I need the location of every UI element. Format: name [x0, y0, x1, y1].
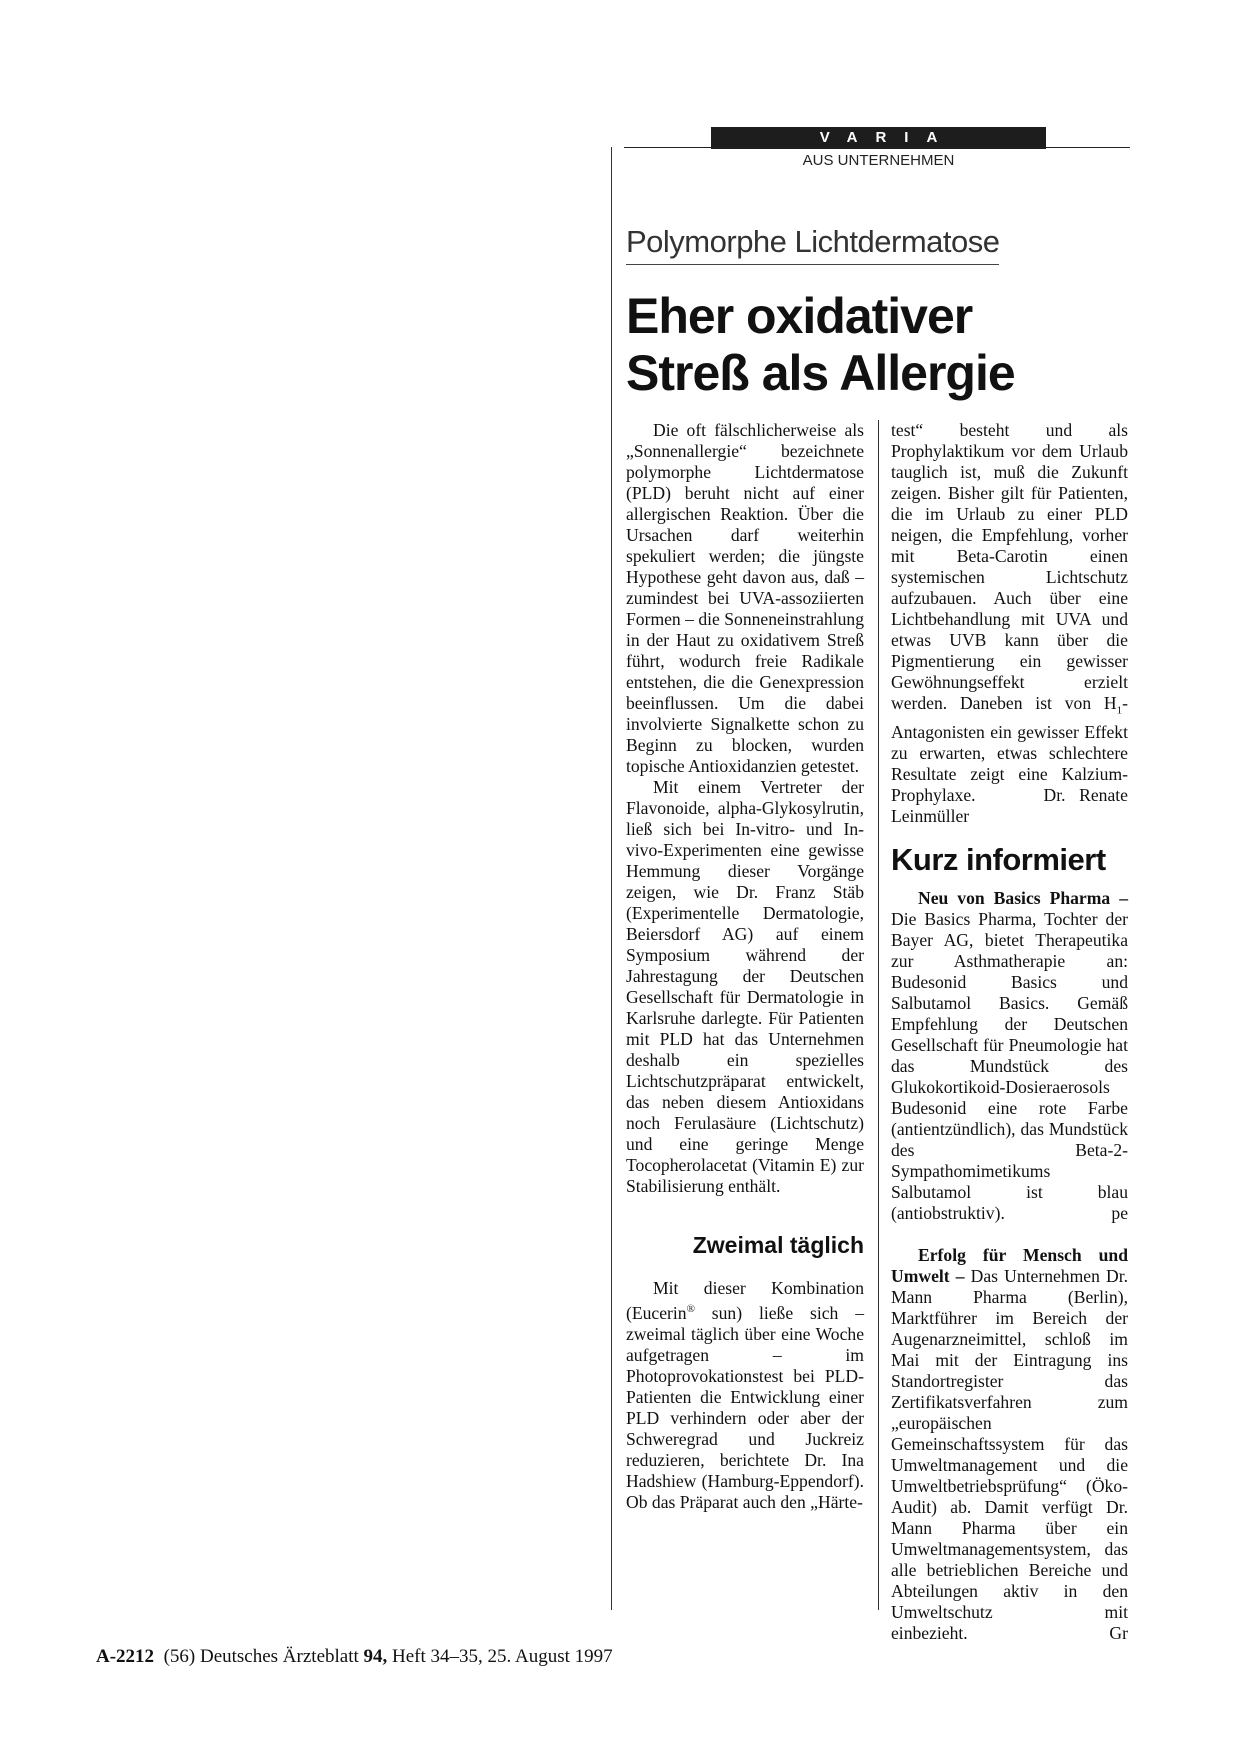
news-item-lead: Neu von Basics Pharma –: [918, 887, 1128, 908]
page-id: A-2212: [96, 1646, 155, 1667]
news-item: Neu von Basics Pharma – Die Basics Pharma, Tochter der Bayer AG, bietet Therapeutika zur Asthmatherapie an: Budesonid Basics und Salbutamol Basics. Gemäß Empfehlung der Deutschen Gesellschaft für Pneumologie hat das Mundstück des Glukokortikoid-Dosieraerosols Budesonid eine rote Farbe (antientzündlich), das Mundstück des Beta-2-Sympathomimetikums Salbutamol ist blau (antiobstruktiv). pe: [891, 887, 1128, 1223]
news-item-sign: Gr: [1109, 1622, 1128, 1643]
article-column-1: [626, 420, 864, 1513]
journal-issue: Heft 34–35, 25. August 1997: [392, 1646, 613, 1667]
header-rule: [624, 147, 1130, 148]
headline-line-1: Eher oxidativer: [626, 288, 973, 344]
article-topic: Polymorphe Lichtdermatose: [626, 224, 999, 265]
journal-name: Deutsches Ärzteblatt: [199, 1646, 359, 1667]
column-rule-middle: [878, 420, 879, 1610]
paragraph: Die oft fälschlicherweise als „Sonnenallergie“ bezeichnete polymorphe Lichtdermatose (PLD) beruht nicht auf einer allergischen Reaktion. Über die Ursachen darf weiterhin spekuliert werden; die jüngste Hypothese geht davon aus, daß – zumindest bei UVA-assoziierten Formen – die Sonneneinstrahlung in der Haut zu oxidativem Streß führt, wodurch freie Radikale entstehen, die die Genexpression beeinflussen. Um die dabei involvierte Signalkette schon zu Beginn zu blocken, wurden topische Antioxidanzien getestet.: [626, 420, 864, 776]
paragraph: Mit dieser Kombination (Eucerin® sun) ließe sich – zweimal täglich über eine Woche aufgetragen – im Photoprovokationstest bei PLD-Patienten die Entwicklung einer PLD verhindern oder aber der Schweregrad und Juckreiz reduzieren, berichtete Dr. Ina Hadshiew (Hamburg-Eppendorf). Ob das Präparat auch den „Härte-: [626, 1278, 864, 1512]
article-column-2: [891, 420, 1128, 1644]
subsection-label: AUS UNTERNEHMEN: [802, 152, 955, 169]
journal-volume: 94,: [363, 1646, 388, 1667]
article-subheading: Zweimal täglich: [692, 1232, 864, 1258]
page-footer: [96, 1646, 613, 1668]
column-rule-left: [611, 147, 612, 1610]
news-item: Erfolg für Mensch und Umwelt – Das Unternehmen Dr. Mann Pharma (Berlin), Marktführer im Bereich der Augenarzneimittel, schloß im Mai mit der Eintragung ins Standortregister das Zertifikatsverfahren zum „europäischen Gemeinschaftssystem für das Umweltmanagement und die Umweltbetriebsprüfung“ (Öko-Audit) ab. Damit verfügt Dr. Mann Pharma über ein Umweltmanagementsystem, das alle betrieblichen Bereiche und Abteilungen aktiv in den Umweltschutz mit einbezieht. Gr: [891, 1244, 1128, 1643]
article-headline: [626, 288, 1146, 402]
news-item-lead: Erfolg für Mensch und Umwelt –: [891, 1244, 1128, 1286]
paragraph: Mit einem Vertreter der Flavonoide, alpha-Glykosylrutin, ließ sich bei In-vitro- und In-vivo-Experimenten eine gewisse Hemmung dieser Vorgänge zeigen, wie Dr. Franz Stäb (Experimentelle Dermatologie, Beiersdorf AG) auf einem Symposium während der Jahrestagung der Deutschen Gesellschaft für Dermatologie in Karlsruhe darlegte. Für Patienten mit PLD hat das Unternehmen deshalb ein spezielles Lichtschutzpräparat entwickelt, das neben diesem Antioxidans noch Ferulasäure (Lichtschutz) und eine geringe Menge Tocopherolacetat (Vitamin E) zur Stabilisierung enthält.: [626, 777, 864, 1196]
section-label: VARIA: [711, 127, 1046, 149]
news-item-sign: pe: [1111, 1202, 1128, 1223]
news-heading: Kurz informiert: [891, 841, 1106, 877]
page-number: (56): [163, 1646, 196, 1667]
paragraph: test“ besteht und als Prophylaktikum vor dem Urlaub tauglich ist, muß die Zukunft zeigen. Bisher gilt für Patienten, die im Urlaub zu einer PLD neigen, die Empfehlung, vorher mit Beta-Carotin einen systemischen Lichtschutz aufzubauen. Auch über eine Lichtbehandlung mit UVA und etwas UVB kann über die Pigmentierung ein gewisser Gewöhnungseffekt erzielt werden. Daneben ist von $H_1$-Antagonisten ein gewisser Effekt zu erwarten, etwas schlechtere Resultate zeigt eine Kalzium-Prophylaxe. Dr. Renate Leinmüller: [891, 420, 1128, 826]
article-author: Dr. Renate Leinmüller: [891, 784, 1128, 826]
headline-line-2: Streß als Allergie: [626, 345, 1015, 401]
